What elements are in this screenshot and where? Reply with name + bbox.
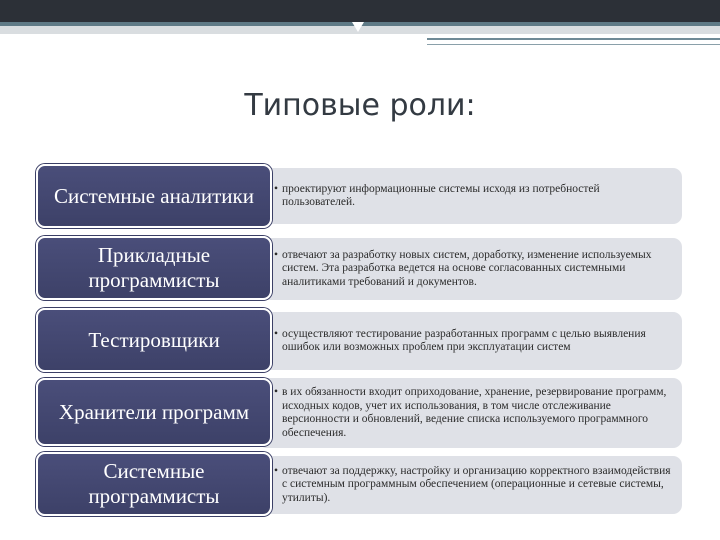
role-row [36, 378, 690, 446]
role-description: осуществляют тестирование разработанных программ с целью выявления ошибок или возможных проблем при эксплуатации систем [282, 327, 646, 353]
role-label-box [36, 308, 272, 372]
role-description-box [258, 168, 682, 224]
role-description: отвечают за разработку новых систем, доработку, изменение используемых систем. Эта разработка ведется на основе согласованных системными аналитиками требований и документов. [282, 248, 652, 288]
bullet: • [274, 182, 279, 195]
role-label-box [36, 164, 272, 228]
role-description-box [258, 238, 682, 300]
bullet: • [274, 327, 279, 340]
bullet: • [274, 248, 279, 261]
role-name: Хранители программ [58, 399, 250, 424]
role-name: Тестировщики [88, 327, 220, 352]
role-name: Системные аналитики [54, 183, 254, 208]
role-name: Системные программисты [88, 459, 220, 508]
bullet: • [274, 386, 279, 398]
decorative-line [427, 44, 720, 45]
role-label-box [36, 378, 272, 446]
decorative-line [427, 38, 720, 40]
role-row [36, 308, 690, 372]
slide-title: Типовые роли: [244, 88, 476, 123]
role-row [36, 236, 690, 300]
role-label-box [36, 236, 272, 300]
role-row [36, 452, 690, 516]
role-description-box [258, 312, 682, 370]
role-name: Прикладные программисты [88, 243, 220, 292]
role-row [36, 164, 690, 228]
role-description: в их обязанности входит оприходование, хранение, резервирование программ, исходных кодов, учет их использования, в том числе отслеживание версионности и обновлений, ведение списка используемого программного обеспечения. [282, 386, 667, 439]
role-description: отвечают за поддержку, настройку и организацию корректного взаимодействия с системным программным обеспечением (операционные и сетевые системы, утилиты). [282, 464, 671, 504]
header-notch [352, 22, 364, 32]
header-band [0, 0, 720, 22]
role-description-box [258, 378, 682, 448]
role-description-box [258, 456, 682, 514]
bullet: • [274, 464, 279, 477]
role-label-box [36, 452, 272, 516]
role-description: проектируют информационные системы исходя из потребностей пользователей. [282, 182, 600, 208]
